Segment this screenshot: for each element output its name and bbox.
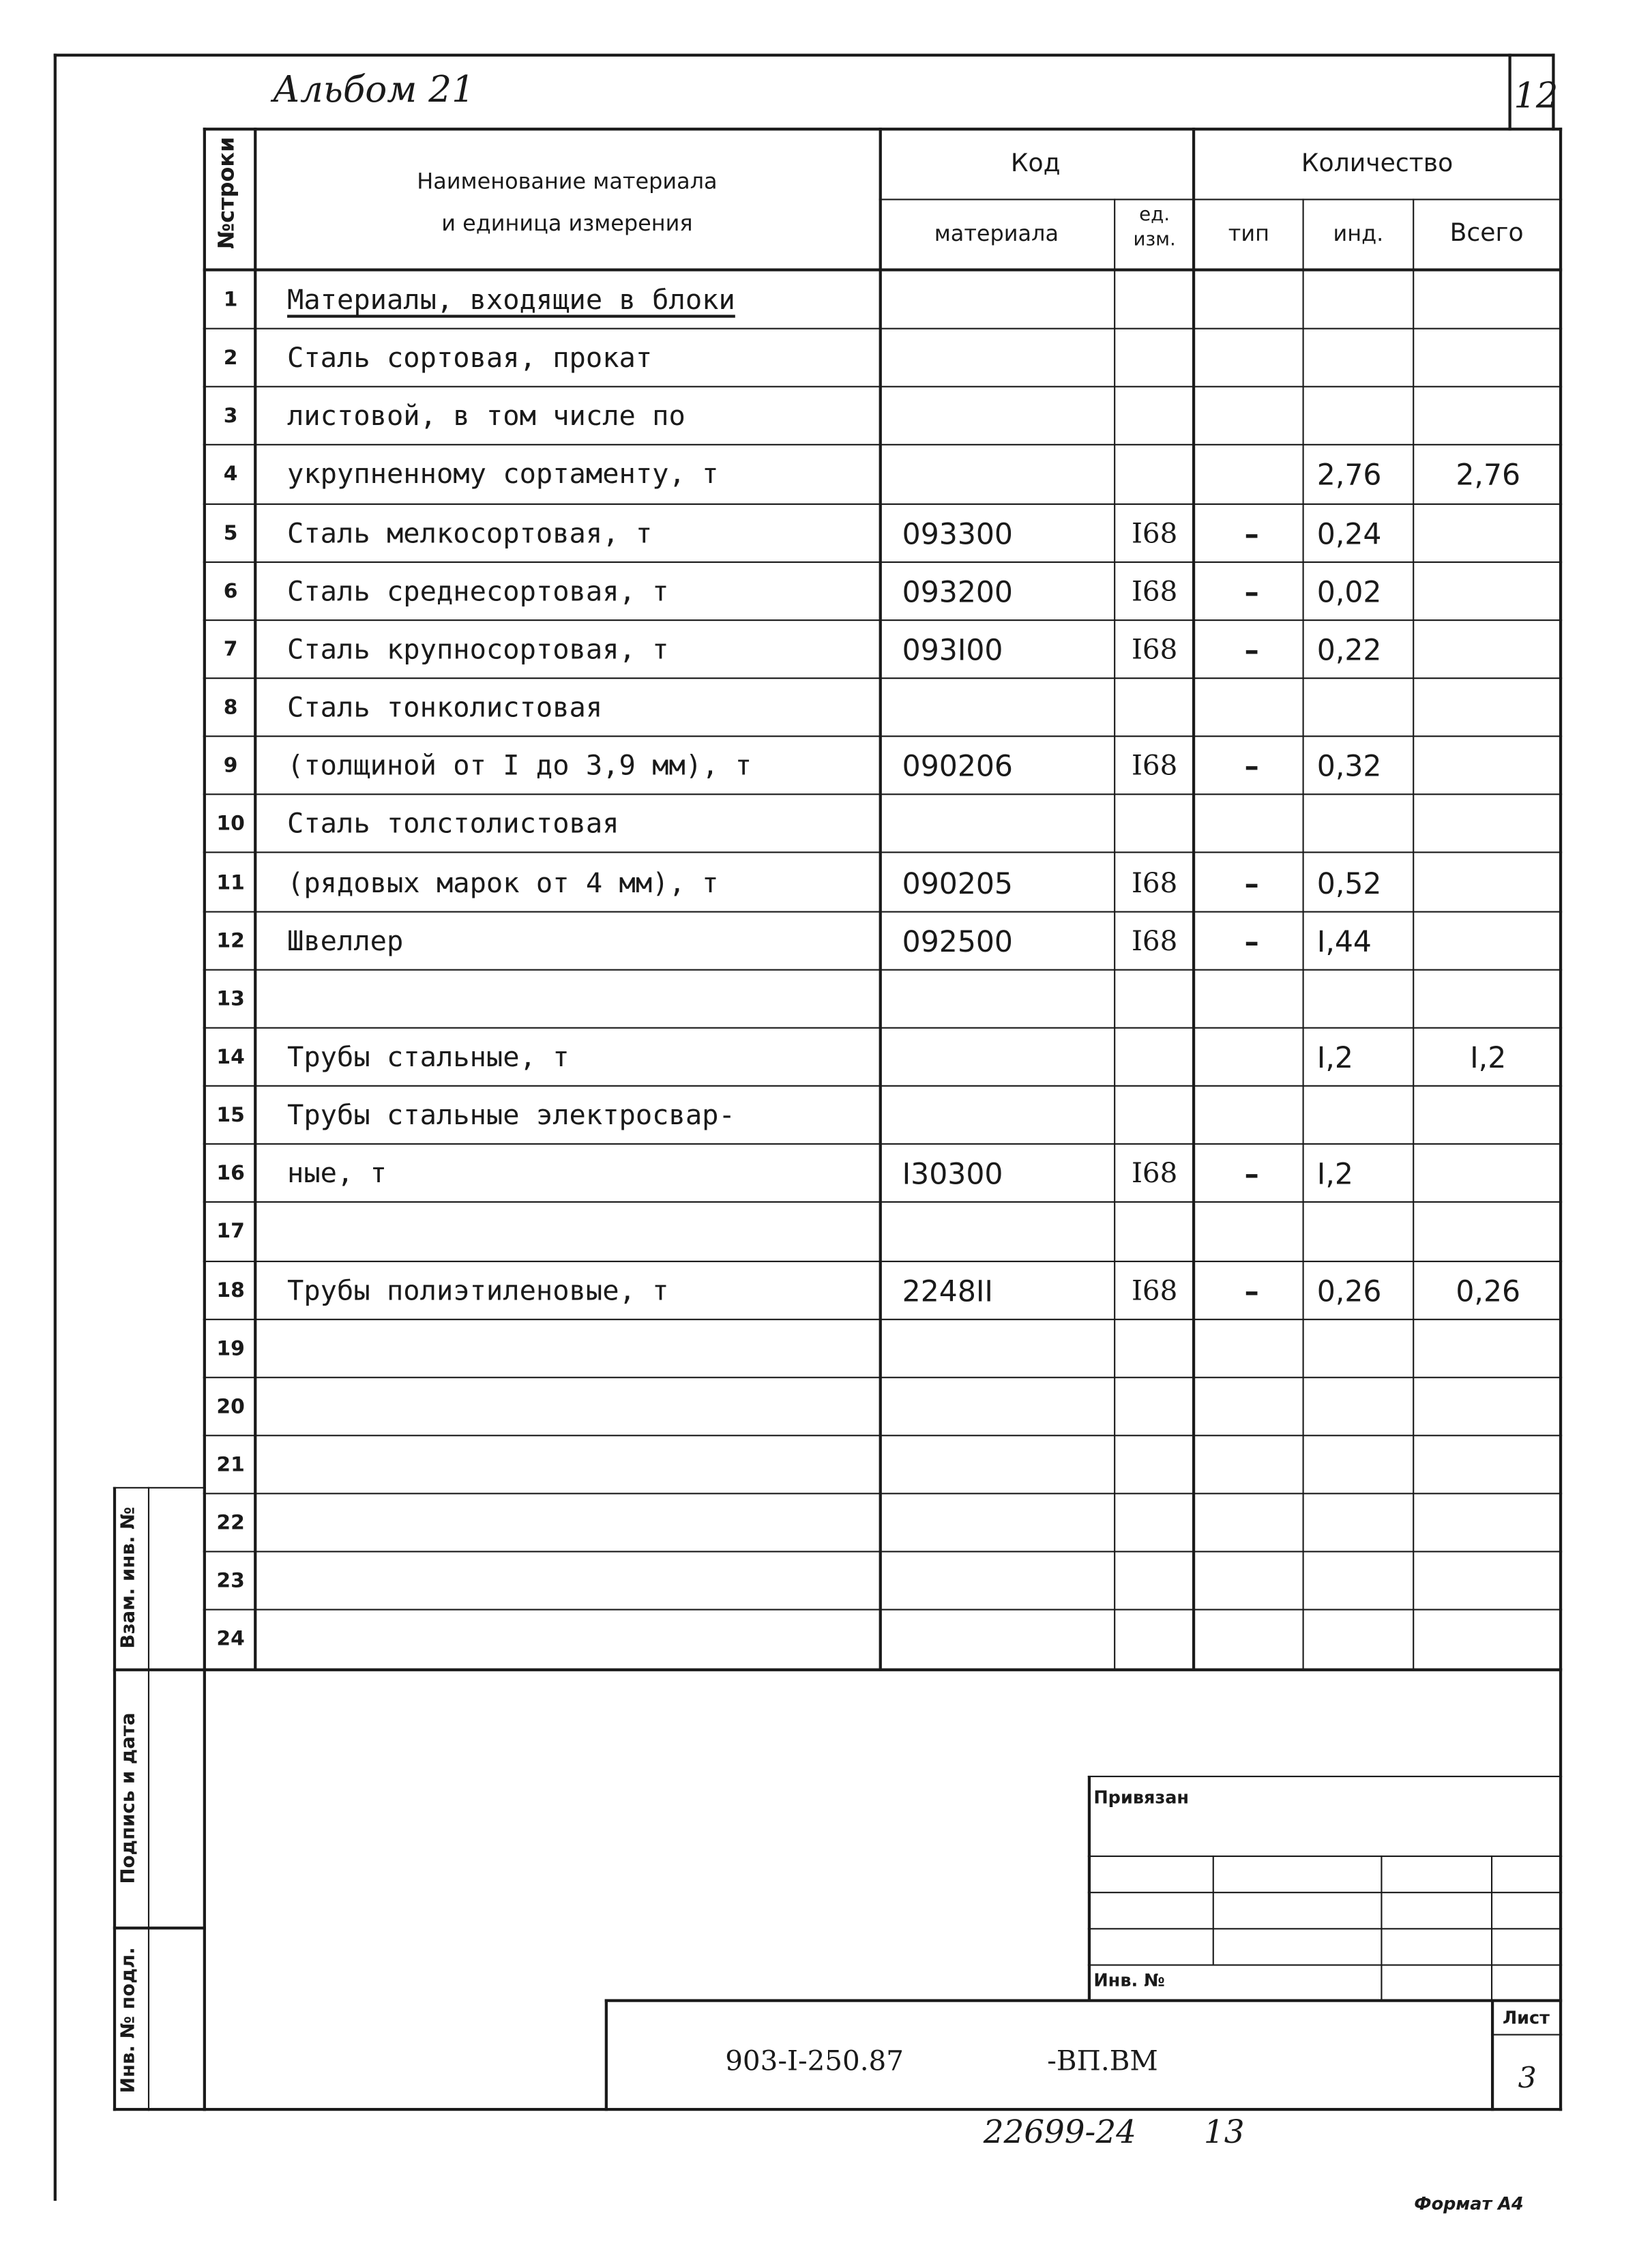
qty-total <box>1415 1145 1561 1203</box>
unit-code <box>1117 679 1192 737</box>
handwritten-number: 22699-24 <box>983 2115 1136 2152</box>
qty-total <box>1415 1611 1561 1669</box>
material-name: Материалы, входящие в блоки <box>287 284 735 317</box>
row-number: 1 <box>223 289 238 312</box>
material-name: Сталь толстолистовая <box>287 808 619 841</box>
privyazan-c3 <box>1491 1856 1492 2001</box>
row-number: 20 <box>216 1395 245 1419</box>
list-label: Лист <box>1502 2008 1550 2029</box>
qty-type: – <box>1244 748 1259 784</box>
row-number: 24 <box>216 1628 245 1652</box>
qty-total <box>1415 679 1561 737</box>
row-number: 3 <box>223 405 238 428</box>
qty-individual: I,44 <box>1316 923 1372 958</box>
qty-type <box>1198 1553 1305 1611</box>
material-code <box>902 1087 1114 1145</box>
material-name: листовой, в том числе по <box>287 400 685 433</box>
designation-code: 903-I-250.87 <box>725 2045 904 2078</box>
qty-type <box>1198 1495 1305 1553</box>
row-number: 9 <box>223 755 238 778</box>
row-number: 5 <box>223 521 238 545</box>
material-name <box>287 1436 882 1494</box>
qty-type <box>1198 795 1305 853</box>
qty-individual <box>1317 1553 1416 1611</box>
qty-type <box>1198 1611 1305 1669</box>
qty-total <box>1415 272 1561 329</box>
qty-total <box>1415 1087 1561 1145</box>
qty-individual <box>1317 1495 1416 1553</box>
row-number: 15 <box>216 1104 245 1128</box>
qty-total <box>1415 854 1561 912</box>
unit-code: I68 <box>1131 866 1178 899</box>
material-code <box>902 1436 1114 1494</box>
qty-total: 2,76 <box>1456 457 1521 493</box>
col-line-unit <box>1192 128 1195 1668</box>
material-name: ные, т <box>287 1158 387 1190</box>
unit-code <box>1117 329 1192 387</box>
material-name: Сталь крупносортовая, т <box>287 634 669 666</box>
frame-top <box>54 54 1555 57</box>
row-number: 7 <box>223 638 238 662</box>
header-code-material: материала <box>934 220 1059 247</box>
row-number: 17 <box>216 1220 245 1244</box>
unit-code <box>1117 1087 1192 1145</box>
side-label-inv-podl: Инв. № подл. <box>118 1947 141 2094</box>
qty-type <box>1198 1436 1305 1494</box>
unit-code <box>1117 1378 1192 1436</box>
qty-individual <box>1317 1203 1416 1261</box>
row-number: 6 <box>223 580 238 604</box>
side-block-inner <box>148 1487 149 2111</box>
header-name-line1: Наименование материала <box>417 168 718 194</box>
material-code: 092500 <box>902 923 1014 958</box>
material-name: Швеллер <box>287 925 404 957</box>
material-code: 093I00 <box>902 632 1003 668</box>
qty-type: – <box>1244 1273 1259 1308</box>
row-number: 10 <box>216 812 245 836</box>
privyazan-c1 <box>1213 1856 1214 1964</box>
material-code <box>902 1495 1114 1553</box>
side-block-div2 <box>113 1927 206 1929</box>
material-code <box>902 1203 1114 1261</box>
unit-code <box>1117 272 1192 329</box>
unit-code <box>1117 1436 1192 1494</box>
material-name <box>287 1203 882 1261</box>
material-name <box>287 970 882 1028</box>
privyazan-c2 <box>1381 1856 1382 2001</box>
inv-no-label: Инв. № <box>1093 1969 1165 1991</box>
qty-individual <box>1317 1320 1416 1378</box>
material-code <box>902 970 1114 1028</box>
qty-total <box>1415 1495 1561 1553</box>
side-block-bottom <box>113 2108 206 2111</box>
handwritten-page: 13 <box>1203 2115 1245 2152</box>
qty-type: – <box>1244 516 1259 551</box>
qty-total <box>1415 504 1561 562</box>
qty-type: – <box>1244 923 1259 958</box>
qty-individual: 0,02 <box>1316 574 1382 609</box>
unit-code <box>1117 1029 1192 1087</box>
header-code-group: Код <box>1010 149 1061 179</box>
table-top <box>203 128 1562 130</box>
material-name: Трубы полиэтиленовые, т <box>287 1274 669 1307</box>
qty-total <box>1415 1320 1561 1378</box>
qty-individual <box>1317 679 1416 737</box>
qty-individual <box>1317 1378 1416 1436</box>
qty-total <box>1415 737 1561 795</box>
qty-individual <box>1317 387 1416 445</box>
material-code: 090205 <box>902 865 1014 900</box>
qty-total <box>1415 1553 1561 1611</box>
material-name: Сталь среднесортовая, т <box>287 575 669 608</box>
unit-code <box>1117 1203 1192 1261</box>
qty-total <box>1415 1378 1561 1436</box>
material-name <box>287 1611 882 1669</box>
side-block-left <box>113 1487 116 2111</box>
qty-total: 0,26 <box>1456 1273 1521 1308</box>
row-number: 22 <box>216 1512 245 1536</box>
unit-code: I68 <box>1131 1158 1178 1190</box>
material-name: Трубы стальные электросвар- <box>287 1100 735 1132</box>
material-code <box>902 1320 1114 1378</box>
qty-individual: 2,76 <box>1316 457 1382 493</box>
unit-code <box>1117 1611 1192 1669</box>
qty-type <box>1198 1378 1305 1436</box>
qty-individual: I,2 <box>1316 1040 1353 1075</box>
material-name <box>287 1495 882 1553</box>
privyazan-top <box>1088 1776 1562 1777</box>
qty-type <box>1198 446 1305 504</box>
stamp-bottom <box>203 2108 1562 2111</box>
header-row-number: №строки <box>213 136 239 250</box>
unit-code: I68 <box>1131 517 1178 550</box>
qty-total <box>1415 970 1561 1028</box>
sheet-number: 12 <box>1514 75 1559 117</box>
format-label: Формат А4 <box>1414 2193 1524 2214</box>
header-name-line2: и единица измерения <box>441 210 693 237</box>
side-block-top <box>113 1487 206 1489</box>
row-number: 18 <box>216 1278 245 1302</box>
album-title: Альбом 21 <box>272 68 475 111</box>
material-name: укрупненному сортаменту, т <box>287 458 719 491</box>
material-name: (толщиной от I до 3,9 мм), т <box>287 750 752 782</box>
material-code: 2248II <box>902 1273 993 1308</box>
material-name: Трубы стальные, т <box>287 1041 570 1074</box>
qty-individual <box>1317 1436 1416 1494</box>
qty-total <box>1415 1436 1561 1494</box>
row-number: 4 <box>223 463 238 487</box>
row-number: 19 <box>216 1337 245 1361</box>
list-number: 3 <box>1518 2060 1537 2095</box>
header-qty-group: Количество <box>1301 149 1454 179</box>
qty-total <box>1415 1203 1561 1261</box>
material-name <box>287 1320 882 1378</box>
material-code: I30300 <box>902 1156 1003 1192</box>
list-mid <box>1491 2034 1562 2036</box>
qty-total <box>1415 621 1561 679</box>
qty-individual <box>1317 970 1416 1028</box>
material-name: Сталь тонколистовая <box>287 692 603 724</box>
unit-code: I68 <box>1131 575 1178 608</box>
qty-type <box>1198 387 1305 445</box>
qty-individual: 0,22 <box>1316 632 1382 668</box>
row-number: 23 <box>216 1570 245 1594</box>
qty-type <box>1198 679 1305 737</box>
unit-code <box>1117 795 1192 853</box>
qty-individual <box>1317 272 1416 329</box>
qty-type <box>1198 970 1305 1028</box>
row-number: 21 <box>216 1453 245 1477</box>
designation-suffix: -ВП.ВМ <box>1047 2045 1158 2078</box>
material-name: Сталь сортовая, прокат <box>287 342 653 375</box>
unit-code: I68 <box>1131 750 1178 782</box>
unit-code <box>1117 970 1192 1028</box>
side-label-vzam: Взам. инв. № <box>118 1506 141 1649</box>
designation-top <box>605 1999 1562 2002</box>
header-qty-type: тип <box>1228 220 1269 247</box>
qty-individual: I,2 <box>1316 1156 1353 1192</box>
qty-individual: 0,52 <box>1316 865 1382 900</box>
row-number: 2 <box>223 347 238 370</box>
stamp-right <box>1559 1669 1562 2111</box>
qty-individual <box>1317 795 1416 853</box>
row-number: 13 <box>216 987 245 1011</box>
material-name: Сталь мелкосортовая, т <box>287 517 653 550</box>
header-qty-total: Всего <box>1449 219 1524 248</box>
unit-code <box>1117 1553 1192 1611</box>
qty-total <box>1415 329 1561 387</box>
qty-total <box>1415 795 1561 853</box>
material-code <box>902 446 1114 504</box>
material-code <box>902 329 1114 387</box>
unit-code: I68 <box>1131 1274 1178 1307</box>
unit-code <box>1117 1320 1192 1378</box>
qty-individual: 0,26 <box>1316 1273 1382 1308</box>
frame-left <box>54 54 57 2201</box>
material-code: 093300 <box>902 516 1014 551</box>
qty-individual: 0,24 <box>1316 516 1382 551</box>
qty-total: I,2 <box>1470 1040 1507 1075</box>
privyazan-left <box>1088 1776 1091 2001</box>
material-code: 090206 <box>902 748 1014 784</box>
unit-code <box>1117 1495 1192 1553</box>
material-code <box>902 795 1114 853</box>
qty-individual <box>1317 329 1416 387</box>
qty-type <box>1198 1029 1305 1087</box>
material-code <box>902 387 1114 445</box>
header-code-unit: ед. изм. <box>1133 204 1176 251</box>
qty-individual <box>1317 1087 1416 1145</box>
qty-total <box>1415 912 1561 970</box>
row-number: 11 <box>216 871 245 895</box>
qty-total <box>1415 387 1561 445</box>
side-block-div1 <box>113 1669 206 1671</box>
side-label-podpis: Подпись и дата <box>118 1712 141 1884</box>
qty-type: – <box>1244 632 1259 668</box>
header-mid <box>879 199 1563 200</box>
unit-code <box>1117 446 1192 504</box>
material-code <box>902 1611 1114 1669</box>
unit-code: I68 <box>1131 634 1178 666</box>
material-name <box>287 1553 882 1611</box>
material-code <box>902 679 1114 737</box>
unit-code <box>1117 387 1192 445</box>
qty-type: – <box>1244 574 1259 609</box>
row-number: 14 <box>216 1046 245 1070</box>
material-code <box>902 1029 1114 1087</box>
qty-total <box>1415 563 1561 621</box>
row-number: 12 <box>216 929 245 953</box>
qty-type: – <box>1244 865 1259 900</box>
unit-code: I68 <box>1131 925 1178 957</box>
qty-individual: 0,32 <box>1316 748 1382 784</box>
qty-type: – <box>1244 1156 1259 1192</box>
row-number: 16 <box>216 1162 245 1186</box>
material-code <box>902 1378 1114 1436</box>
designation-left <box>605 1999 608 2111</box>
qty-type <box>1198 272 1305 329</box>
material-code <box>902 1553 1114 1611</box>
privyazan-label: Привязан <box>1093 1787 1190 1808</box>
material-name: (рядовых марок от 4 мм), т <box>287 866 719 899</box>
material-code <box>902 272 1114 329</box>
qty-type <box>1198 1203 1305 1261</box>
qty-individual <box>1317 1611 1416 1669</box>
material-name <box>287 1378 882 1436</box>
qty-type <box>1198 329 1305 387</box>
header-qty-ind: инд. <box>1333 220 1384 247</box>
qty-type <box>1198 1087 1305 1145</box>
material-code: 093200 <box>902 574 1014 609</box>
qty-type <box>1198 1320 1305 1378</box>
col-line-code <box>1114 199 1115 1668</box>
row-number: 8 <box>223 696 238 720</box>
